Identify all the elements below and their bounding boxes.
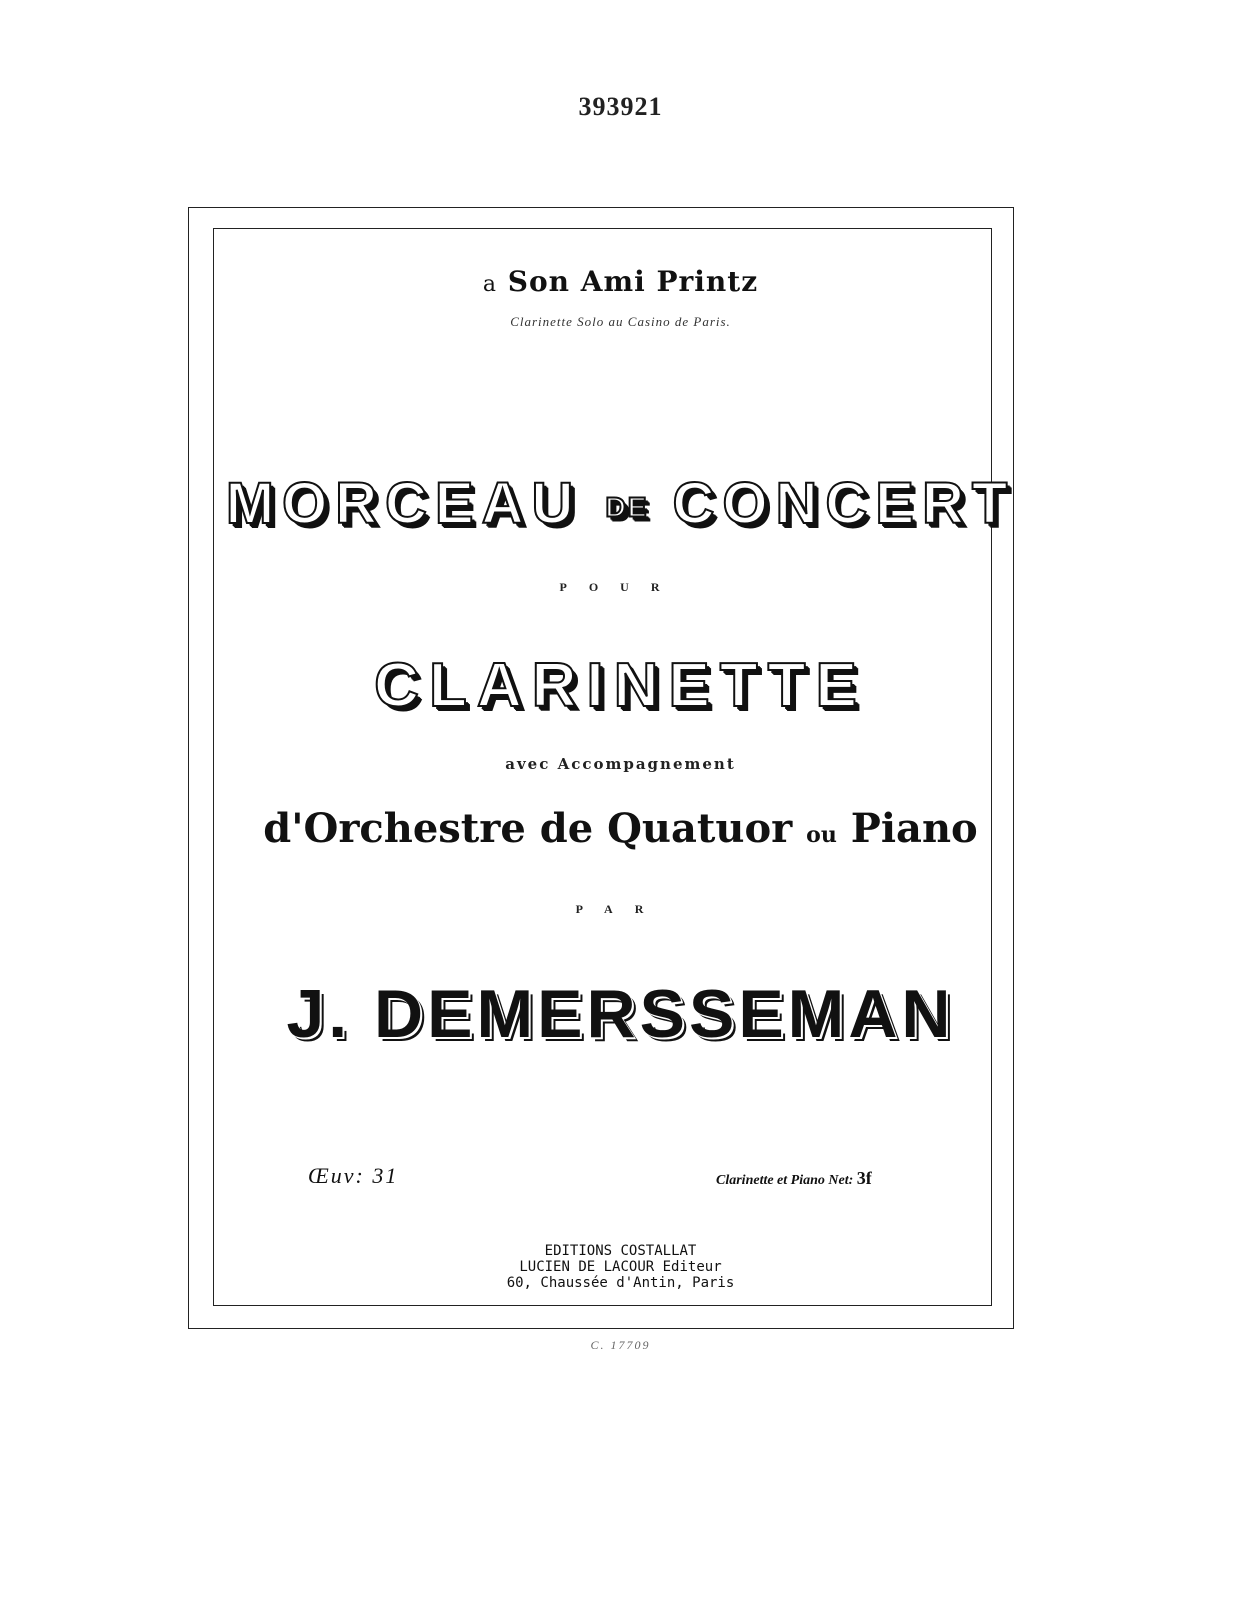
instrument-title: CLARINETTE <box>374 651 867 720</box>
edition-label: Clarinette et Piano Net: <box>716 1173 854 1188</box>
title-part-3: CONCERT <box>672 471 1016 536</box>
orchestra-part-1: d'Orchestre de Quatuor <box>263 805 793 852</box>
publisher-line-1: EDITIONS COSTALLAT <box>544 1243 697 1259</box>
catalogue-number: 393921 <box>578 92 663 121</box>
title-part-1: MORCEAU <box>225 471 582 536</box>
dedication <box>0 265 1241 298</box>
composer-name: J. DEMERSSEMAN <box>286 976 955 1052</box>
par-label: PAR <box>575 902 666 916</box>
orchestra-part-3: Piano <box>850 805 978 852</box>
edition-amount: 3f <box>856 1168 872 1188</box>
pour-label: POUR <box>559 580 682 594</box>
dedication-name: Son Ami Printz <box>507 265 759 298</box>
orchestra-line <box>0 805 1241 852</box>
publisher-line-2: LUCIEN DE LACOUR Editeur <box>519 1259 722 1275</box>
edition-price <box>716 1168 872 1189</box>
opus-number: Œuv: 31 <box>308 1163 399 1188</box>
title-part-2: DE <box>605 491 649 523</box>
dedication-subtitle: Clarinette Solo au Casino de Paris. <box>510 314 731 329</box>
dedication-lead: a <box>482 272 497 297</box>
publisher-line-3: 60, Chaussée d'Antin, Paris <box>506 1275 735 1291</box>
orchestra-part-2: ou <box>806 822 837 848</box>
accompaniment-label: avec Accompagnement <box>505 755 736 773</box>
work-title <box>0 470 1241 537</box>
publisher-block <box>0 1243 1241 1291</box>
plate-number: C. 17709 <box>590 1338 651 1352</box>
